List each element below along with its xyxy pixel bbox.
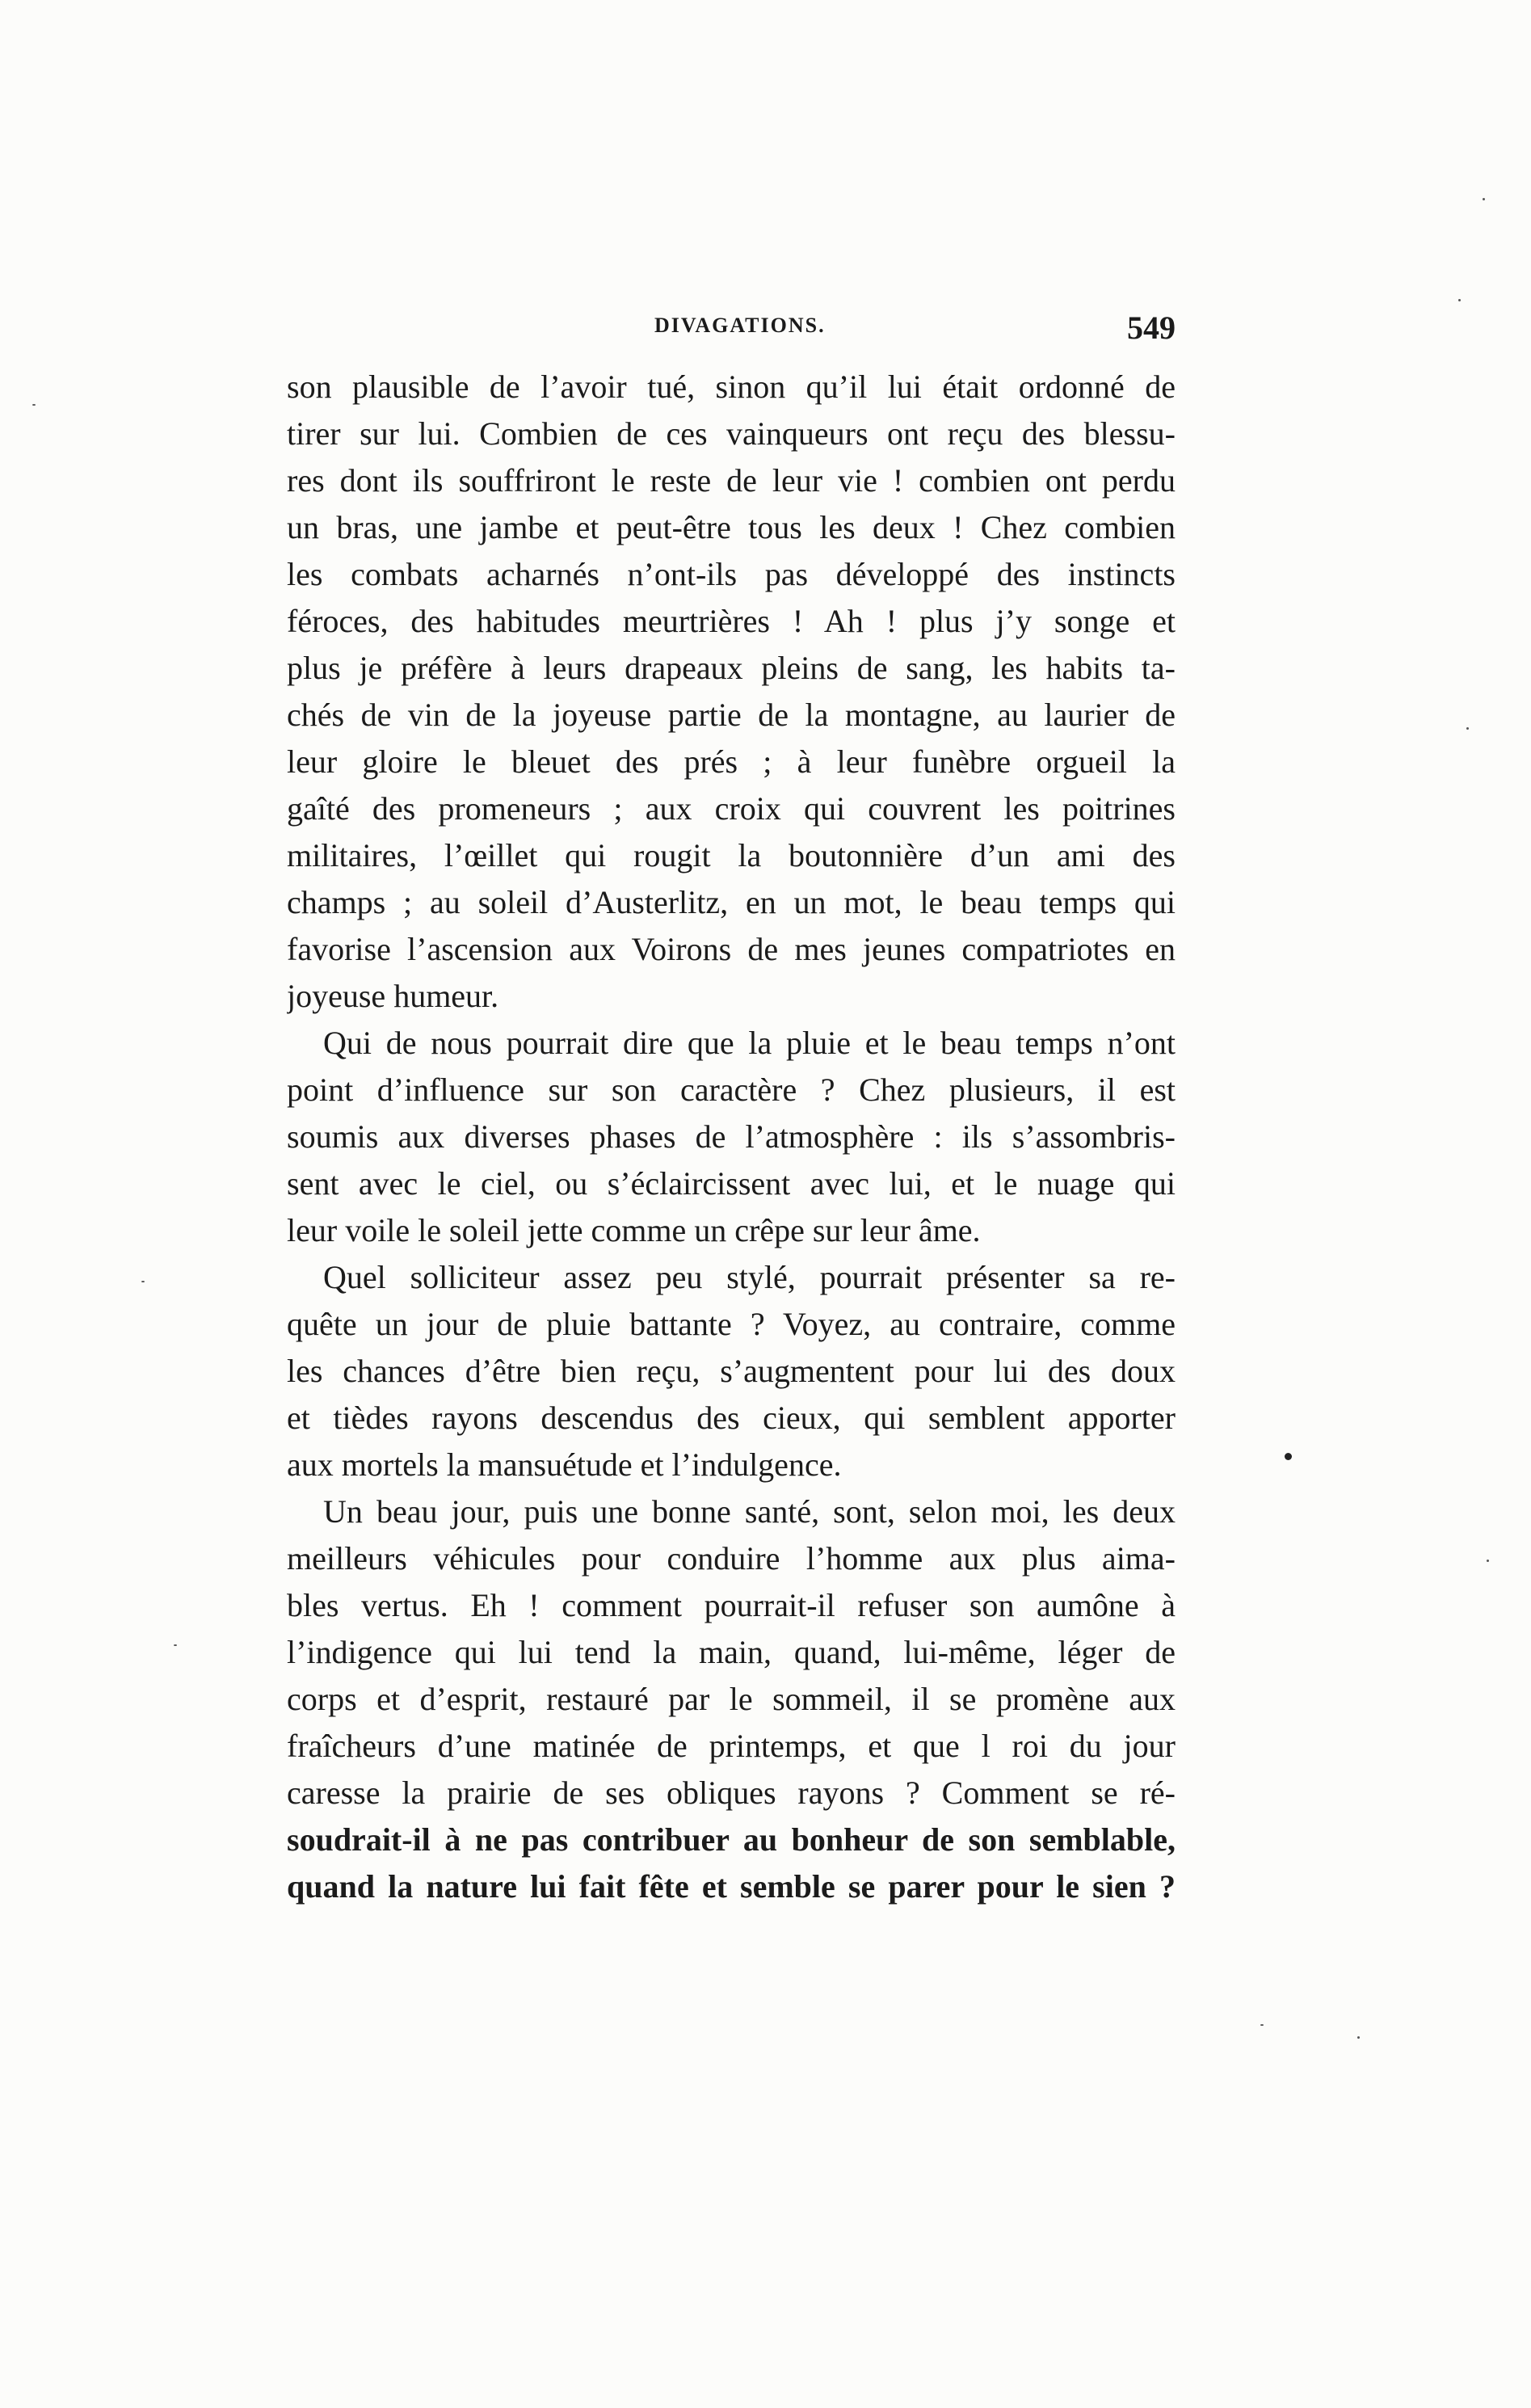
text-line: féroces, des habitudes meurtrières ! Ah ! plus j’y songe et bbox=[287, 603, 1176, 639]
scan-speck bbox=[1458, 299, 1461, 301]
text-line: soudrait-il à ne pas contribuer au bonheur de son semblable, bbox=[287, 1821, 1176, 1858]
text-line: et tièdes rayons descendus des cieux, qui semblent apporter bbox=[287, 1400, 1176, 1436]
text-line: l’indigence qui lui tend la main, quand, lui-même, léger de bbox=[287, 1634, 1176, 1670]
text-line: corps et d’esprit, restauré par le sommeil, il se promène aux bbox=[287, 1681, 1176, 1717]
paragraph-3 bbox=[287, 1254, 1176, 1488]
text-line: caresse la prairie de ses obliques rayons ? Comment se ré- bbox=[287, 1774, 1176, 1811]
text-line: les combats acharnés n’ont-ils pas développé des instincts bbox=[287, 556, 1176, 592]
text-line: res dont ils souffriront le reste de leur vie ! combien ont perdu bbox=[287, 462, 1176, 499]
paragraph-1 bbox=[287, 364, 1176, 1020]
body-text bbox=[287, 364, 1176, 1910]
running-title: DIVAGATIONS. bbox=[654, 314, 826, 337]
text-line: Un beau jour, puis une bonne santé, sont, selon moi, les deux bbox=[323, 1493, 1176, 1530]
scan-speck bbox=[174, 1644, 177, 1646]
text-line: leur voile le soleil jette comme un crêpe sur leur âme. bbox=[287, 1212, 981, 1248]
text-line: quand la nature lui fait fête et semble se parer pour le sien ? bbox=[287, 1868, 1176, 1905]
scan-speck bbox=[1487, 1560, 1489, 1562]
text-line: Qui de nous pourrait dire que la pluie et le beau temps n’ont bbox=[323, 1025, 1176, 1061]
text-line: son plausible de l’avoir tué, sinon qu’il lui était ordonné de bbox=[287, 368, 1176, 405]
text-line: leur gloire le bleuet des prés ; à leur funèbre orgueil la bbox=[287, 743, 1176, 780]
text-line: gaîté des promeneurs ; aux croix qui couvrent les poitrines bbox=[287, 790, 1176, 827]
text-line: bles vertus. Eh ! comment pourrait-il refuser son aumône à bbox=[287, 1587, 1176, 1623]
text-line: plus je préfère à leurs drapeaux pleins de sang, les habits ta- bbox=[287, 650, 1176, 686]
text-line: soumis aux diverses phases de l’atmosphère : ils s’assombris- bbox=[287, 1118, 1176, 1155]
text-line: champs ; au soleil d’Austerlitz, en un mot, le beau temps qui bbox=[287, 884, 1176, 920]
page-number: 549 bbox=[1127, 309, 1176, 346]
text-line: meilleurs véhicules pour conduire l’homme aux plus aima- bbox=[287, 1540, 1176, 1577]
text-line: un bras, une jambe et peut-être tous les deux ! Chez combien bbox=[287, 509, 1176, 545]
paragraph-4 bbox=[287, 1488, 1176, 1910]
text-line: militaires, l’œillet qui rougit la boutonnière d’un ami des bbox=[287, 837, 1176, 874]
text-line: sent avec le ciel, ou s’éclaircissent avec lui, et le nuage qui bbox=[287, 1165, 1176, 1202]
scan-speck bbox=[1466, 727, 1469, 730]
text-line: quête un jour de pluie battante ? Voyez, au contraire, comme bbox=[287, 1306, 1176, 1342]
scan-speck bbox=[32, 404, 36, 406]
paragraph-2 bbox=[287, 1020, 1176, 1254]
text-line: les chances d’être bien reçu, s’augmentent pour lui des doux bbox=[287, 1353, 1176, 1389]
scan-speck bbox=[1483, 198, 1485, 200]
text-line: Quel solliciteur assez peu stylé, pourrait présenter sa re- bbox=[323, 1259, 1176, 1295]
text-line: tirer sur lui. Combien de ces vainqueurs ont reçu des blessu- bbox=[287, 415, 1176, 452]
text-line: fraîcheurs d’une matinée de printemps, et que l roi du jour bbox=[287, 1728, 1176, 1764]
scan-speck bbox=[1285, 1453, 1292, 1460]
text-line: point d’influence sur son caractère ? Chez plusieurs, il est bbox=[287, 1071, 1176, 1108]
running-head bbox=[287, 309, 1176, 362]
scan-speck bbox=[1260, 2024, 1264, 2026]
scan-speck bbox=[1357, 2036, 1360, 2039]
text-line: aux mortels la mansuétude et l’indulgence. bbox=[287, 1446, 842, 1483]
text-line: joyeuse humeur. bbox=[287, 978, 499, 1014]
scan-speck bbox=[141, 1281, 145, 1282]
text-line: favorise l’ascension aux Voirons de mes jeunes compatriotes en bbox=[287, 931, 1176, 967]
text-line: chés de vin de la joyeuse partie de la montagne, au laurier de bbox=[287, 697, 1176, 733]
